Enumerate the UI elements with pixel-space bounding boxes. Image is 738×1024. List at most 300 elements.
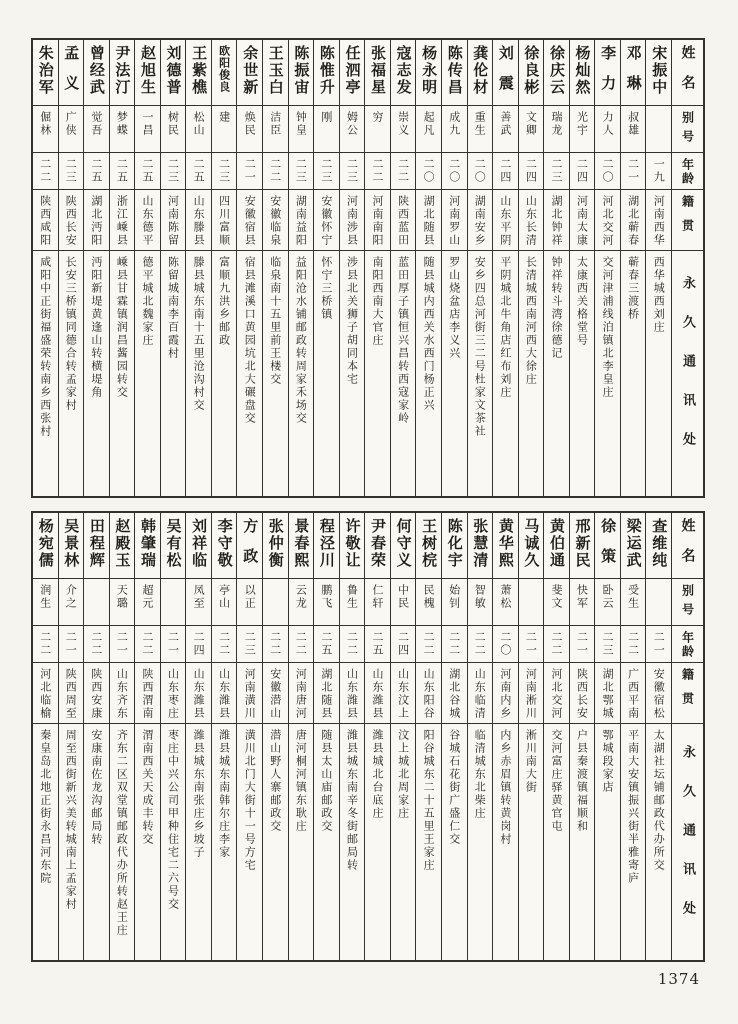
alias-text: 一昌 xyxy=(140,111,154,137)
address-text: 安康南佐龙沟邮局转 xyxy=(89,729,103,846)
age-text: 二五 xyxy=(140,158,154,184)
header-column xyxy=(671,40,703,496)
alias-cell xyxy=(84,106,109,153)
alias-cell xyxy=(237,579,262,626)
age-text: 二二 xyxy=(268,631,282,657)
alias-cell xyxy=(519,579,544,626)
alias-text: 中民 xyxy=(396,584,410,610)
name-cell xyxy=(442,40,467,106)
alias-text: 始钊 xyxy=(447,584,461,610)
native-place-text: 安徽怀宁 xyxy=(319,195,333,247)
address-cell xyxy=(416,724,441,960)
address-text: 罗山烧盆店李义兴 xyxy=(447,256,461,360)
native-place-cell xyxy=(570,190,595,251)
age-text: 二〇 xyxy=(447,158,461,184)
alias-cell xyxy=(570,579,595,626)
address-text: 怀宁三桥镇 xyxy=(319,256,333,321)
age-cell xyxy=(237,626,262,663)
age-cell xyxy=(212,153,237,190)
address-cell xyxy=(84,724,109,960)
entry-column xyxy=(518,513,544,960)
age-text: 二二 xyxy=(294,631,308,657)
age-text: 二五 xyxy=(319,631,333,657)
alias-text: 重生 xyxy=(473,111,487,137)
age-text: 二二 xyxy=(396,158,410,184)
address-cell xyxy=(595,251,620,496)
entry-column xyxy=(83,513,109,960)
alias-text: 超元 xyxy=(140,584,154,610)
name-cell xyxy=(289,40,314,106)
alias-cell xyxy=(33,579,58,626)
age-text: 二〇 xyxy=(498,631,512,657)
age-cell xyxy=(365,153,390,190)
age-cell xyxy=(391,153,416,190)
age-cell xyxy=(442,153,467,190)
address-cell xyxy=(468,251,493,496)
native-place-text: 山东枣庄 xyxy=(166,668,180,720)
age-text: 二〇 xyxy=(601,158,615,184)
age-text: 二一 xyxy=(524,631,538,657)
age-cell xyxy=(84,153,109,190)
entry-column xyxy=(83,40,109,496)
name-cell xyxy=(544,40,569,106)
name-header-label: 姓名 xyxy=(679,518,696,578)
address-cell xyxy=(84,251,109,496)
alias-cell xyxy=(110,579,135,626)
age-text: 二一 xyxy=(652,631,666,657)
age-cell xyxy=(519,153,544,190)
alias-cell xyxy=(289,106,314,153)
address-text: 鄂城段家店 xyxy=(601,729,615,794)
name-text: 张福星 xyxy=(369,45,388,96)
address-text: 陈留城南李百霞村 xyxy=(166,256,180,360)
address-cell xyxy=(289,724,314,960)
entry-column xyxy=(134,513,160,960)
name-text: 邓琳 xyxy=(624,45,643,105)
address-cell xyxy=(340,724,365,960)
name-text: 赵殿玉 xyxy=(113,518,132,569)
age-cell xyxy=(59,153,84,190)
name-text: 杨灿然 xyxy=(573,45,592,96)
age-cell xyxy=(621,153,646,190)
address-text: 潍县城北台底庄 xyxy=(371,729,385,820)
address-cell xyxy=(570,724,595,960)
native-place-cell xyxy=(365,190,390,251)
native-place-text: 河北交河 xyxy=(549,668,563,720)
address-text: 涉县北关狮子胡同本宅 xyxy=(345,256,359,386)
alias-cell xyxy=(161,579,186,626)
name-cell xyxy=(468,513,493,579)
entry-column xyxy=(160,513,186,960)
page-number: 1374 xyxy=(657,970,700,988)
name-text: 徐策 xyxy=(599,518,618,578)
address-cell xyxy=(646,251,671,496)
alias-cell xyxy=(493,106,518,153)
native-place-text: 山东齐东 xyxy=(115,668,129,720)
age-text: 二五 xyxy=(89,158,103,184)
native-place-text: 湖北谷城 xyxy=(447,668,461,720)
age-cell xyxy=(110,153,135,190)
address-text: 平南大安镇振兴街半雅寄庐 xyxy=(626,729,640,885)
address-text: 蓝田厚子镇恒兴昌转西寇家岭 xyxy=(396,256,410,425)
entry-column xyxy=(467,40,493,496)
address-text: 宿县滩溪口黄园坑北大碾盘交 xyxy=(243,256,257,425)
address-text: 潢川北门大街十一号方宅 xyxy=(243,729,257,872)
native-place-text: 河南罗山 xyxy=(447,195,461,247)
age-cell xyxy=(340,626,365,663)
address-cell xyxy=(212,724,237,960)
address-text: 唐河桐河镇东耿庄 xyxy=(294,729,308,833)
native-place-header-label: 籍贯 xyxy=(680,668,695,716)
name-text: 朱治军 xyxy=(36,45,55,96)
native-place-cell xyxy=(314,663,339,724)
address-text: 齐东二区双堂镇邮政代办所转赵王庄 xyxy=(115,729,129,937)
native-place-cell xyxy=(493,190,518,251)
native-place-cell xyxy=(442,190,467,251)
entry-column xyxy=(492,40,518,496)
name-cell xyxy=(493,40,518,106)
address-cell xyxy=(365,251,390,496)
name-text: 景春熙 xyxy=(292,518,311,569)
address-cell xyxy=(237,251,262,496)
name-cell xyxy=(646,513,671,579)
age-text: 二四 xyxy=(498,158,512,184)
name-cell xyxy=(416,513,441,579)
entry-column xyxy=(288,513,314,960)
name-cell xyxy=(59,40,84,106)
native-place-text: 安徽临泉 xyxy=(268,195,282,247)
name-cell xyxy=(570,513,595,579)
alias-text: 松山 xyxy=(192,111,206,137)
entry-column xyxy=(492,513,518,960)
alias-cell xyxy=(391,106,416,153)
alias-text: 智敏 xyxy=(473,584,487,610)
alias-text: 姆公 xyxy=(345,111,359,137)
native-place-text: 湖北鄂城 xyxy=(601,668,615,720)
native-place-cell xyxy=(442,663,467,724)
alias-text: 善武 xyxy=(498,111,512,137)
alias-cell xyxy=(263,106,288,153)
address-text: 长清城西南河西大徐庄 xyxy=(524,256,538,386)
age-text: 二〇 xyxy=(422,158,436,184)
native-place-text: 安徽宿松 xyxy=(652,668,666,720)
native-place-cell xyxy=(340,190,365,251)
entry-column xyxy=(645,513,671,960)
native-place-text: 陕西安康 xyxy=(89,668,103,720)
address-text: 德平城北魏家庄 xyxy=(140,256,154,347)
native-place-header-cell xyxy=(672,663,703,724)
native-place-text: 河南南阳 xyxy=(371,195,385,247)
age-text: 二四 xyxy=(575,158,589,184)
entry-column xyxy=(33,513,58,960)
name-text: 李力 xyxy=(599,45,618,105)
address-header-label: 永久通讯处 xyxy=(680,276,695,471)
address-text: 交河富庄驿黄官屯 xyxy=(549,729,563,833)
name-text: 陈振宙 xyxy=(292,45,311,96)
top-directory-table xyxy=(31,38,705,498)
native-place-cell xyxy=(340,663,365,724)
alias-cell xyxy=(365,579,390,626)
alias-text: 鲁生 xyxy=(345,584,359,610)
address-cell xyxy=(237,724,262,960)
address-text: 潍县城东南韩尔庄李家 xyxy=(217,729,231,859)
entry-column xyxy=(313,40,339,496)
name-cell xyxy=(161,40,186,106)
alias-text: 瑞龙 xyxy=(549,111,563,137)
address-text: 南阳西南大官庄 xyxy=(371,256,385,347)
native-place-cell xyxy=(186,190,211,251)
name-text: 刘德普 xyxy=(164,45,183,96)
age-header-cell xyxy=(672,153,703,190)
name-header-cell xyxy=(672,40,703,106)
native-place-text: 河北交河 xyxy=(601,195,615,247)
name-text: 王玉白 xyxy=(266,45,285,96)
native-place-cell xyxy=(212,190,237,251)
address-cell xyxy=(135,724,160,960)
age-cell xyxy=(33,626,58,663)
name-header-cell xyxy=(672,513,703,579)
age-cell xyxy=(289,153,314,190)
age-text: 二三 xyxy=(166,158,180,184)
name-text: 尹春荣 xyxy=(369,518,388,569)
alias-cell xyxy=(314,106,339,153)
alias-cell xyxy=(416,106,441,153)
native-place-header-cell xyxy=(672,190,703,251)
alias-header-cell xyxy=(672,579,703,626)
age-header-label: 年龄 xyxy=(680,631,695,659)
name-text: 黄伯通 xyxy=(547,518,566,569)
name-cell xyxy=(212,513,237,579)
address-text: 汶上城北周家庄 xyxy=(396,729,410,820)
address-text: 潜山野人寨邮政交 xyxy=(268,729,282,833)
address-cell xyxy=(595,724,620,960)
entry-column xyxy=(185,40,211,496)
address-cell xyxy=(33,251,58,496)
age-cell xyxy=(212,626,237,663)
native-place-text: 河南唐河 xyxy=(294,668,308,720)
age-text: 二〇 xyxy=(473,158,487,184)
address-cell xyxy=(59,251,84,496)
name-cell xyxy=(110,40,135,106)
entry-column xyxy=(109,513,135,960)
native-place-text: 湖北钟祥 xyxy=(549,195,563,247)
alias-header-label: 别号 xyxy=(680,111,695,149)
name-text: 李守敬 xyxy=(215,518,234,569)
name-text: 梁运武 xyxy=(624,518,643,569)
alias-text: 仁轩 xyxy=(371,584,385,610)
alias-text: 天璐 xyxy=(115,584,129,610)
entry-column xyxy=(594,513,620,960)
native-place-text: 湖北随县 xyxy=(422,195,436,247)
name-cell xyxy=(442,513,467,579)
age-text: 二四 xyxy=(396,631,410,657)
alias-text: 快军 xyxy=(575,584,589,610)
native-place-text: 陕西周至 xyxy=(64,668,78,720)
entry-column xyxy=(441,513,467,960)
entry-column xyxy=(569,40,595,496)
age-text: 二一 xyxy=(166,631,180,657)
entry-column xyxy=(134,40,160,496)
native-place-cell xyxy=(59,190,84,251)
entry-column xyxy=(109,40,135,496)
entry-column xyxy=(364,40,390,496)
alias-cell xyxy=(646,579,671,626)
name-cell xyxy=(391,513,416,579)
address-text: 长安三桥镇同德合转孟家村 xyxy=(64,256,78,412)
address-cell xyxy=(391,251,416,496)
address-cell xyxy=(519,724,544,960)
age-cell xyxy=(110,626,135,663)
alias-text: 倔林 xyxy=(38,111,52,137)
age-text: 二三 xyxy=(64,158,78,184)
alias-cell xyxy=(570,106,595,153)
address-cell xyxy=(493,724,518,960)
native-place-cell xyxy=(519,190,544,251)
age-text: 二一 xyxy=(575,631,589,657)
name-cell xyxy=(33,40,58,106)
entry-column xyxy=(364,513,390,960)
alias-text: 斐文 xyxy=(549,584,563,610)
entry-column xyxy=(339,40,365,496)
age-cell xyxy=(135,153,160,190)
alias-cell xyxy=(621,106,646,153)
native-place-text: 山东潍县 xyxy=(371,668,385,720)
alias-text: 受生 xyxy=(626,584,640,610)
age-text: 二二 xyxy=(217,631,231,657)
name-text: 韩肇瑞 xyxy=(138,518,157,569)
address-cell xyxy=(468,724,493,960)
age-cell xyxy=(544,153,569,190)
age-cell xyxy=(493,626,518,663)
address-cell xyxy=(186,251,211,496)
age-cell xyxy=(416,153,441,190)
name-cell xyxy=(33,513,58,579)
address-text: 潍县城东南辛冬街邮局转 xyxy=(345,729,359,872)
address-cell xyxy=(544,724,569,960)
age-text: 二三 xyxy=(294,158,308,184)
age-text: 二二 xyxy=(268,158,282,184)
entry-column xyxy=(185,513,211,960)
age-text: 二三 xyxy=(601,631,615,657)
alias-text: 萧松 xyxy=(498,584,512,610)
age-cell xyxy=(595,153,620,190)
native-place-text: 陕西渭南 xyxy=(140,668,154,720)
address-text: 滕县城东南十五里沧沟村交 xyxy=(192,256,206,412)
native-place-cell xyxy=(595,190,620,251)
entry-column xyxy=(569,513,595,960)
entry-column xyxy=(313,513,339,960)
alias-text: 润生 xyxy=(38,584,52,610)
age-cell xyxy=(263,153,288,190)
alias-text: 钟皇 xyxy=(294,111,308,137)
native-place-text: 浙江嵊县 xyxy=(115,195,129,247)
native-place-cell xyxy=(59,663,84,724)
alias-text: 力人 xyxy=(601,111,615,137)
name-text: 张慧清 xyxy=(471,518,490,569)
native-place-text: 陕西咸阳 xyxy=(38,195,52,247)
age-cell xyxy=(544,626,569,663)
age-cell xyxy=(340,153,365,190)
address-text: 蕲春三渡桥 xyxy=(626,256,640,321)
entry-column xyxy=(441,40,467,496)
alias-cell xyxy=(212,579,237,626)
native-place-text: 四川富顺 xyxy=(217,195,231,247)
native-place-cell xyxy=(468,190,493,251)
native-place-cell xyxy=(646,190,671,251)
alias-cell xyxy=(442,579,467,626)
name-header-label: 姓名 xyxy=(679,45,696,105)
address-text: 谷城石花街广盛仁交 xyxy=(447,729,461,846)
age-text: 二五 xyxy=(115,158,129,184)
entry-column xyxy=(58,513,84,960)
native-place-cell xyxy=(391,190,416,251)
native-place-cell xyxy=(135,663,160,724)
name-cell xyxy=(621,513,646,579)
alias-text: 觉吾 xyxy=(89,111,103,137)
name-text: 吴有松 xyxy=(164,518,183,569)
address-text: 太康西关格堂号 xyxy=(575,256,589,347)
native-place-text: 湖北沔阳 xyxy=(89,195,103,247)
age-text: 二三 xyxy=(217,158,231,184)
native-place-text: 安徽潜山 xyxy=(268,668,282,720)
native-place-text: 安徽宿县 xyxy=(243,195,257,247)
entry-column xyxy=(262,513,288,960)
native-place-text: 河南潢川 xyxy=(243,668,257,720)
age-cell xyxy=(135,626,160,663)
name-text: 孟义 xyxy=(62,45,81,105)
entry-column xyxy=(543,40,569,496)
name-text: 许敬让 xyxy=(343,518,362,569)
address-text: 内乡赤眉镇转黄岗村 xyxy=(498,729,512,846)
native-place-text: 河北临榆 xyxy=(38,668,52,720)
address-text: 渭南西关天成丰转交 xyxy=(140,729,154,846)
native-place-text: 陕西蓝田 xyxy=(396,195,410,247)
age-cell xyxy=(314,626,339,663)
native-place-cell xyxy=(365,663,390,724)
name-text: 陈传昌 xyxy=(445,45,464,96)
name-text: 吴景林 xyxy=(62,518,81,569)
alias-text: 起凡 xyxy=(422,111,436,137)
alias-cell xyxy=(544,579,569,626)
native-place-cell xyxy=(237,663,262,724)
alias-cell xyxy=(468,579,493,626)
name-text: 张仲衡 xyxy=(266,518,285,569)
native-place-text: 湖北随县 xyxy=(319,668,333,720)
native-place-cell xyxy=(84,190,109,251)
name-text: 寇志发 xyxy=(394,45,413,96)
address-cell xyxy=(110,724,135,960)
native-place-cell xyxy=(416,663,441,724)
age-cell xyxy=(161,626,186,663)
native-place-text: 山东平阴 xyxy=(498,195,512,247)
name-cell xyxy=(263,40,288,106)
name-cell xyxy=(340,40,365,106)
native-place-text: 山东德平 xyxy=(140,195,154,247)
age-header-label: 年龄 xyxy=(680,158,695,186)
native-place-cell xyxy=(289,190,314,251)
native-place-text: 河南太康 xyxy=(575,195,589,247)
alias-text: 凤至 xyxy=(192,584,206,610)
name-cell xyxy=(59,513,84,579)
age-cell xyxy=(59,626,84,663)
alias-cell xyxy=(186,579,211,626)
age-text: 二二 xyxy=(345,631,359,657)
entry-column xyxy=(236,40,262,496)
address-cell xyxy=(365,724,390,960)
address-cell xyxy=(289,251,314,496)
native-place-text: 山东阳谷 xyxy=(422,668,436,720)
age-cell xyxy=(646,153,671,190)
